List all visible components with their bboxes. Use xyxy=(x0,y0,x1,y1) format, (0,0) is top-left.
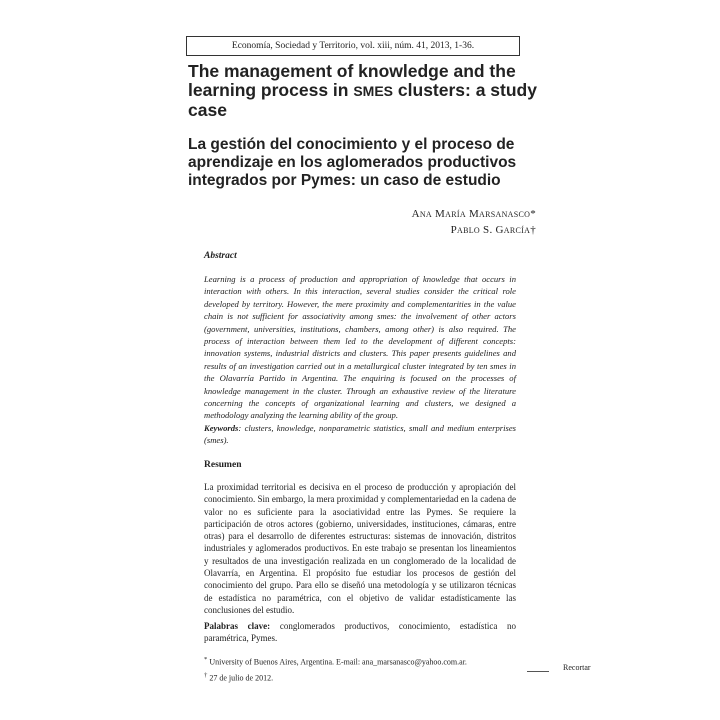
footnote-2 xyxy=(204,669,534,685)
cut-label: Recortar xyxy=(563,663,591,672)
journal-citation: Economía, Sociedad y Territorio, vol. xiii, núm. 41, 2013, 1-36. xyxy=(231,41,475,51)
footnotes xyxy=(204,653,534,684)
spanish-title: La gestión del conocimiento y el proceso de aprendizaje en los aglomerados productivos integrados por Pymes: un caso de estudio xyxy=(188,136,517,189)
english-title-rest: clusters: a study case xyxy=(188,80,537,120)
author-2-mark: † xyxy=(530,224,536,236)
keywords-text: : clusters, knowledge, nonparametric statistics, small and medium enterprises (smes). xyxy=(204,423,516,446)
english-title-smes: SMES xyxy=(353,83,394,99)
resumen-heading: Resumen xyxy=(204,460,242,470)
footnote-2-mark: † xyxy=(204,671,208,679)
author-1-name: Ana María Marsanasco xyxy=(411,208,531,220)
english-title-main: The management of knowledge and the learning process in xyxy=(188,61,516,100)
author-1-mark: * xyxy=(530,208,536,220)
english-title xyxy=(188,62,548,120)
footnote-1-mark: * xyxy=(204,656,208,663)
resumen-text: La proximidad territorial es decisiva en el proceso de producción y apropiación del conocimiento. Sin embargo, la mera proximidad y complementariedad en la cadena de valor no es suficiente para la asociatividad entre las Pymes. Se requiere la participación de otros actores (gobierno, universidades, instituciones, cámaras, entre otras) para el desarrollo de diferentes estructuras: sistemas de innovación, distritos industriales y aglomerados productivos. En este trabajo se presentan los lineamientos y resultados de una investigación realizada en un conglomerado de la localidad de Olavarría, en Argentina. El propósito fue estudiar los procesos de gestión del conocimiento del grupo. Para ello se diseñó una metodología y se utilizaron técnicas de estadística no paramétrica, con el objetivo de validar estadísticamente las conclusiones del estudio. xyxy=(204,482,516,615)
author-list xyxy=(412,206,536,238)
author-1 xyxy=(412,206,536,222)
cut-line xyxy=(527,671,549,672)
keywords-label: Keywords xyxy=(204,423,239,433)
footnote-1 xyxy=(204,653,534,669)
palabras-clave-line xyxy=(204,620,516,645)
author-2-name: Pablo S. García xyxy=(450,224,531,236)
journal-header xyxy=(186,36,520,56)
abstract-heading: Abstract xyxy=(204,251,237,261)
footnote-2-text: 27 de julio de 2012. xyxy=(207,673,274,683)
palabras-clave-label: Palabras clave: xyxy=(204,621,271,631)
abstract-text: Learning is a process of production and appropriation of knowledge that occurs in interaction with others. In this interaction, several studies consider the critical role developed by territory. However, the mere proximity and complementarities in the value chain is not sufficient for associativity among smes: the involvement of other actors (government, universities, institutions, chambers, among other) is also required. The process of interaction between them led to the development of different concepts: innovation systems, industrial districts and clusters. This paper presents guidelines and results of an investigation carried out in a metallurgical cluster integrated by ten smes in the Olavarría Partido in Argentina. The enquiring is focused on the processes of knowledge management in the cluster. Through an exhaustive review of the literature concerning the concepts of organizational learning and clusters, we designed a methodology analyzing the learning ability of the group. xyxy=(204,274,516,421)
keywords-line xyxy=(204,422,516,447)
footnote-1-text: University of Buenos Aires, Argentina. E-mail: ana_marsanasco@yahoo.com.ar. xyxy=(207,657,467,667)
author-2 xyxy=(412,222,536,238)
palabras-clave-text: conglomerados productivos, conocimiento, estadística no paramétrica, Pymes. xyxy=(204,621,516,644)
